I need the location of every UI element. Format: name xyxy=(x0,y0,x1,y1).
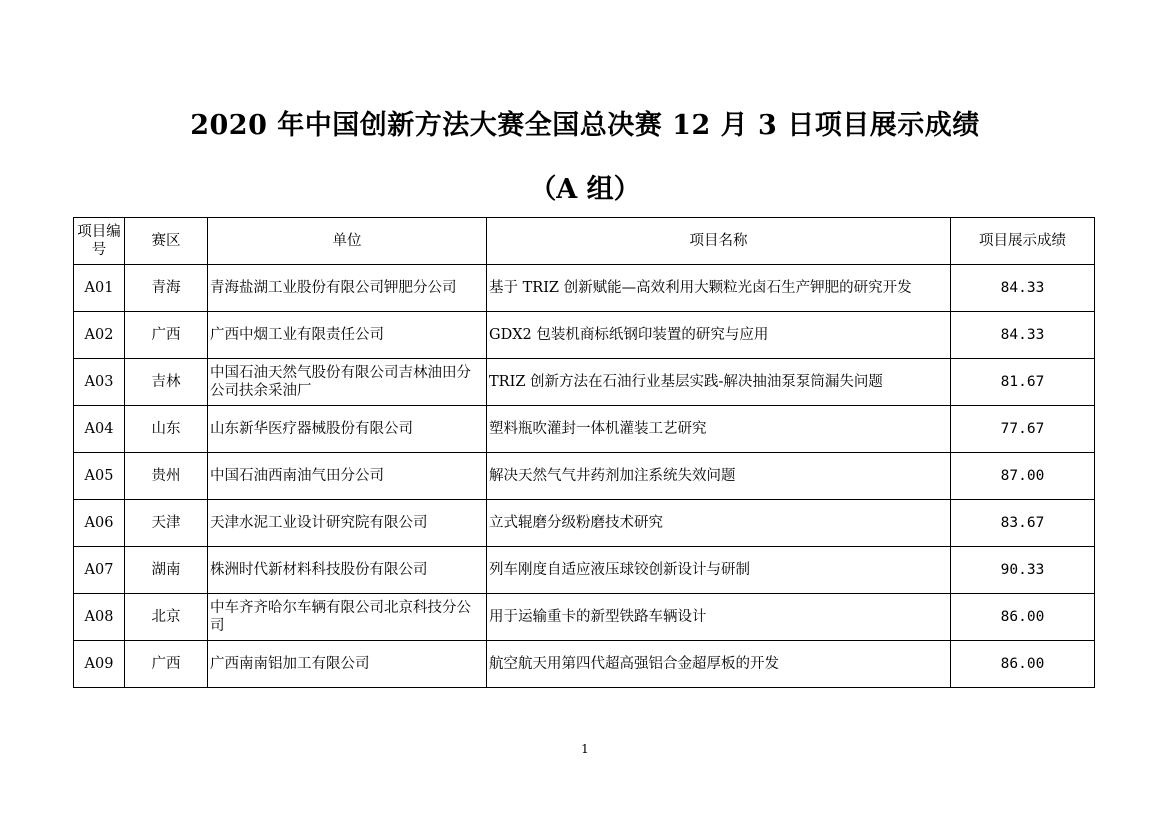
header-id: 项目编号 xyxy=(74,218,125,265)
cell-project-name: 列车刚度自适应液压球铰创新设计与研制 xyxy=(487,547,951,594)
cell-unit: 中车齐齐哈尔车辆有限公司北京科技分公司 xyxy=(208,594,487,641)
cell-unit: 天津水泥工业设计研究院有限公司 xyxy=(208,500,487,547)
cell-region: 湖南 xyxy=(125,547,208,594)
header-project-name: 项目名称 xyxy=(487,218,951,265)
cell-project-name: 航空航天用第四代超高强铝合金超厚板的开发 xyxy=(487,641,951,688)
cell-score: 83.67 xyxy=(951,500,1095,547)
cell-id: A08 xyxy=(74,594,125,641)
cell-project-name: TRIZ 创新方法在石油行业基层实践-解决抽油泵泵筒漏失问题 xyxy=(487,359,951,406)
cell-id: A09 xyxy=(74,641,125,688)
cell-unit: 山东新华医疗器械股份有限公司 xyxy=(208,406,487,453)
cell-score: 84.33 xyxy=(951,312,1095,359)
table-row xyxy=(74,547,1095,594)
page-number: 1 xyxy=(581,742,589,756)
cell-score: 86.00 xyxy=(951,641,1095,688)
table-header-row xyxy=(74,218,1095,265)
cell-project-name: 基于 TRIZ 创新赋能—高效利用大颗粒光卤石生产钾肥的研究开发 xyxy=(487,265,951,312)
table-row xyxy=(74,594,1095,641)
cell-id: A05 xyxy=(74,453,125,500)
cell-unit: 中国石油西南油气田分公司 xyxy=(208,453,487,500)
cell-unit: 广西中烟工业有限责任公司 xyxy=(208,312,487,359)
document-title: 2020 年中国创新方法大赛全国总决赛 12 月 3 日项目展示成绩 xyxy=(190,110,980,141)
cell-unit: 广西南南铝加工有限公司 xyxy=(208,641,487,688)
cell-unit: 株洲时代新材料科技股份有限公司 xyxy=(208,547,487,594)
cell-id: A01 xyxy=(74,265,125,312)
document-subtitle: （A 组） xyxy=(529,174,641,205)
cell-project-name: 塑料瓶吹灌封一体机灌装工艺研究 xyxy=(487,406,951,453)
table-row xyxy=(74,641,1095,688)
table-row xyxy=(74,453,1095,500)
table-row xyxy=(74,500,1095,547)
cell-id: A04 xyxy=(74,406,125,453)
cell-region: 广西 xyxy=(125,312,208,359)
cell-score: 87.00 xyxy=(951,453,1095,500)
header-region: 赛区 xyxy=(125,218,208,265)
cell-project-name: 解决天然气气井药剂加注系统失效问题 xyxy=(487,453,951,500)
table-row xyxy=(74,312,1095,359)
cell-score: 86.00 xyxy=(951,594,1095,641)
header-score: 项目展示成绩 xyxy=(951,218,1095,265)
table-row xyxy=(74,406,1095,453)
cell-score: 84.33 xyxy=(951,265,1095,312)
cell-project-name: 用于运输重卡的新型铁路车辆设计 xyxy=(487,594,951,641)
cell-unit: 中国石油天然气股份有限公司吉林油田分公司扶余采油厂 xyxy=(208,359,487,406)
cell-id: A06 xyxy=(74,500,125,547)
cell-region: 青海 xyxy=(125,265,208,312)
cell-region: 天津 xyxy=(125,500,208,547)
cell-id: A03 xyxy=(74,359,125,406)
cell-score: 90.33 xyxy=(951,547,1095,594)
header-unit: 单位 xyxy=(208,218,487,265)
cell-score: 77.67 xyxy=(951,406,1095,453)
cell-region: 吉林 xyxy=(125,359,208,406)
table-row xyxy=(74,265,1095,312)
score-table xyxy=(73,217,1095,688)
cell-id: A07 xyxy=(74,547,125,594)
cell-region: 广西 xyxy=(125,641,208,688)
cell-unit: 青海盐湖工业股份有限公司钾肥分公司 xyxy=(208,265,487,312)
cell-project-name: 立式辊磨分级粉磨技术研究 xyxy=(487,500,951,547)
cell-region: 北京 xyxy=(125,594,208,641)
cell-id: A02 xyxy=(74,312,125,359)
table-row xyxy=(74,359,1095,406)
cell-project-name: GDX2 包装机商标纸钢印装置的研究与应用 xyxy=(487,312,951,359)
cell-region: 贵州 xyxy=(125,453,208,500)
cell-region: 山东 xyxy=(125,406,208,453)
cell-score: 81.67 xyxy=(951,359,1095,406)
